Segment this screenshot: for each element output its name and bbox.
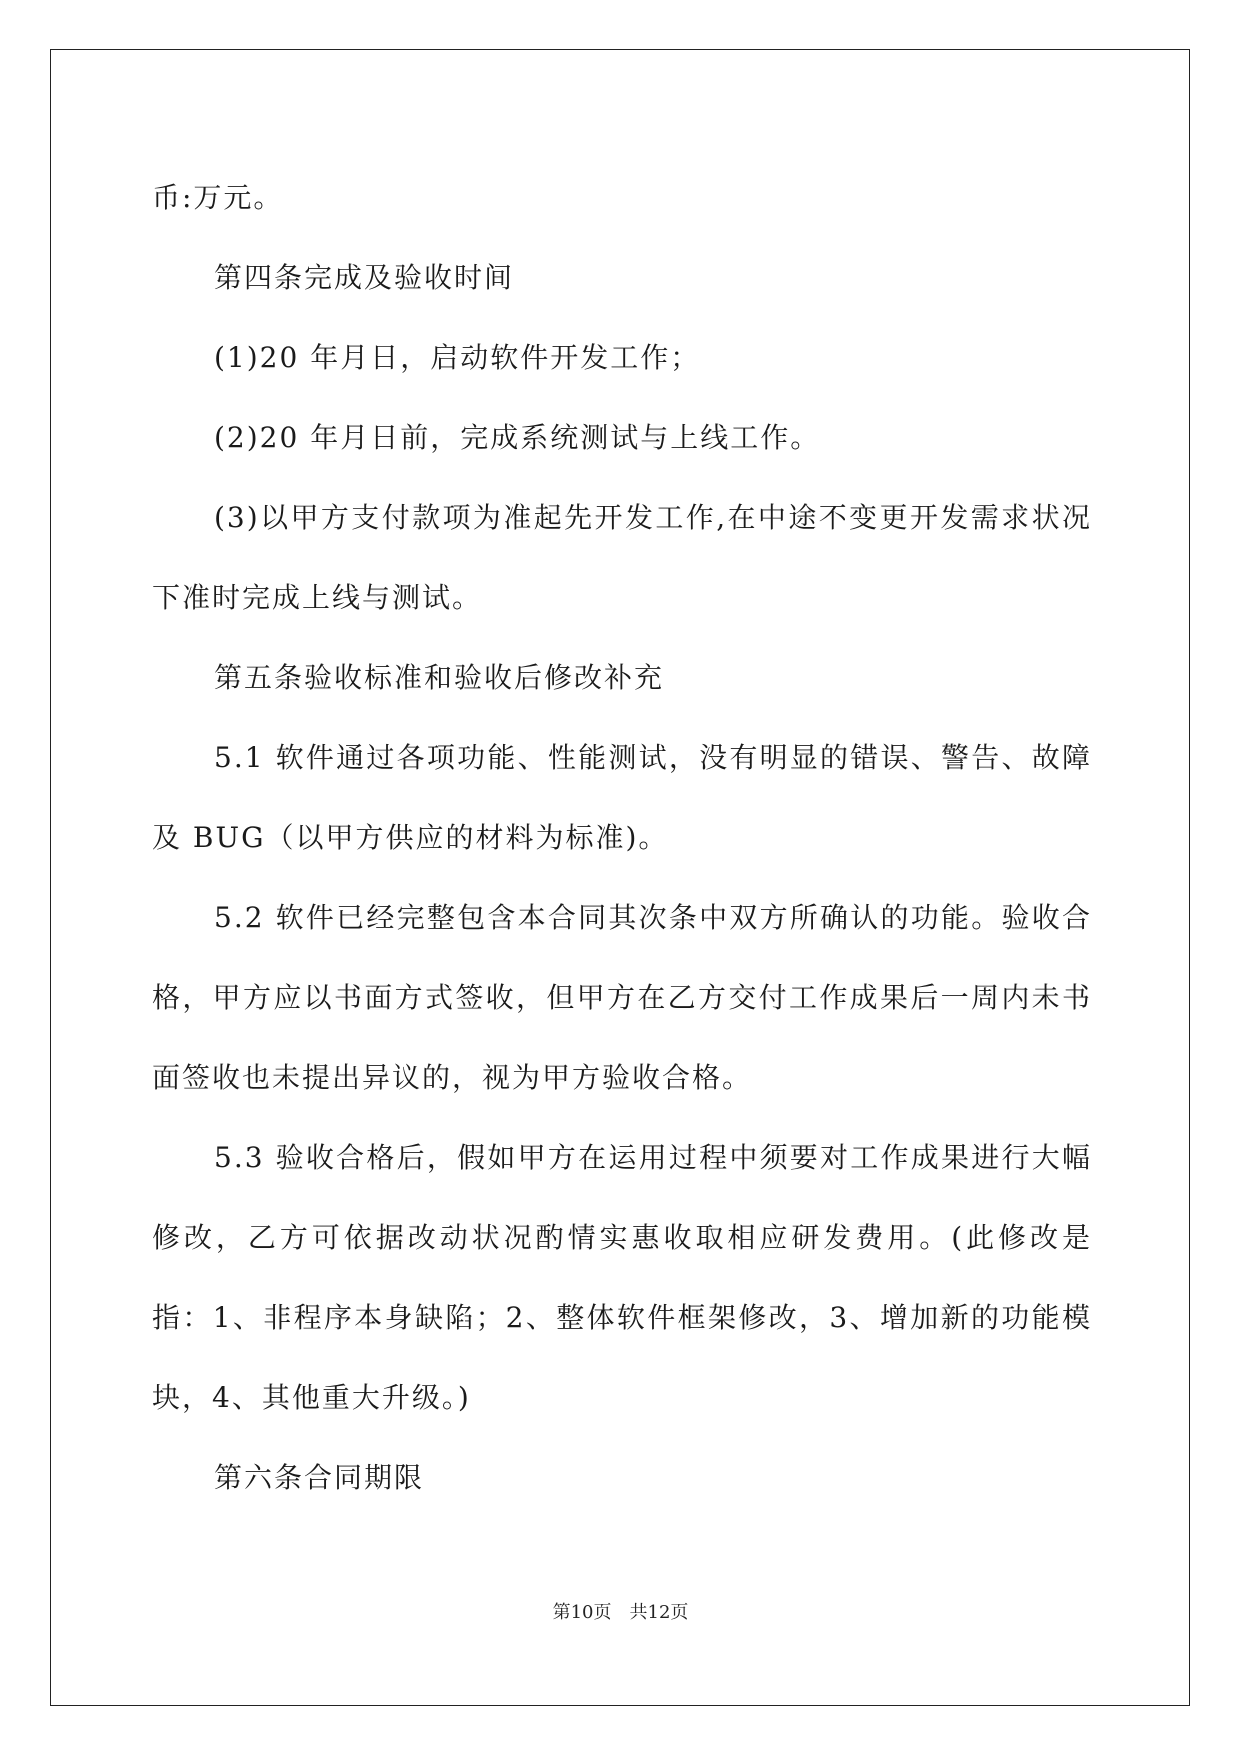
paragraph: (3)以甲方支付款项为准起先开发工作,在中途不变更开发需求状况下准时完成上线与测试。 xyxy=(152,501,1092,614)
article-6-heading: 第六条合同期限 xyxy=(214,1461,425,1494)
article-5-heading: 第五条验收标准和验收后修改补充 xyxy=(214,661,665,694)
paragraph: (2)20 年月日前，完成系统测试与上线工作。 xyxy=(214,421,821,454)
paragraph: 币:万元。 xyxy=(152,181,284,214)
article-4-heading: 第四条完成及验收时间 xyxy=(214,261,515,294)
paragraph: 5.3 验收合格后，假如甲方在运用过程中须要对工作成果进行大幅修改，乙方可依据改动状况酌情实惠收取相应研发费用。(此修改是指：1、非程序本身缺陷；2、整体软件框架修改，3、增加新的功能模块，4、其他重大升级。) xyxy=(152,1141,1092,1414)
paragraph: 5.2 软件已经完整包含本合同其次条中双方所确认的功能。验收合格，甲方应以书面方式签收，但甲方在乙方交付工作成果后一周内未书面签收也未提出异议的，视为甲方验收合格。 xyxy=(152,901,1092,1094)
page-total: 共12页 xyxy=(629,1602,689,1623)
document-body xyxy=(152,158,1092,1518)
page-number: 第10页 xyxy=(552,1602,612,1623)
page-footer xyxy=(0,1598,1241,1624)
paragraph: 5.1 软件通过各项功能、性能测试，没有明显的错误、警告、故障及 BUG（以甲方供应的材料为标准)。 xyxy=(152,741,1092,854)
paragraph: (1)20 年月日，启动软件开发工作； xyxy=(214,341,701,374)
